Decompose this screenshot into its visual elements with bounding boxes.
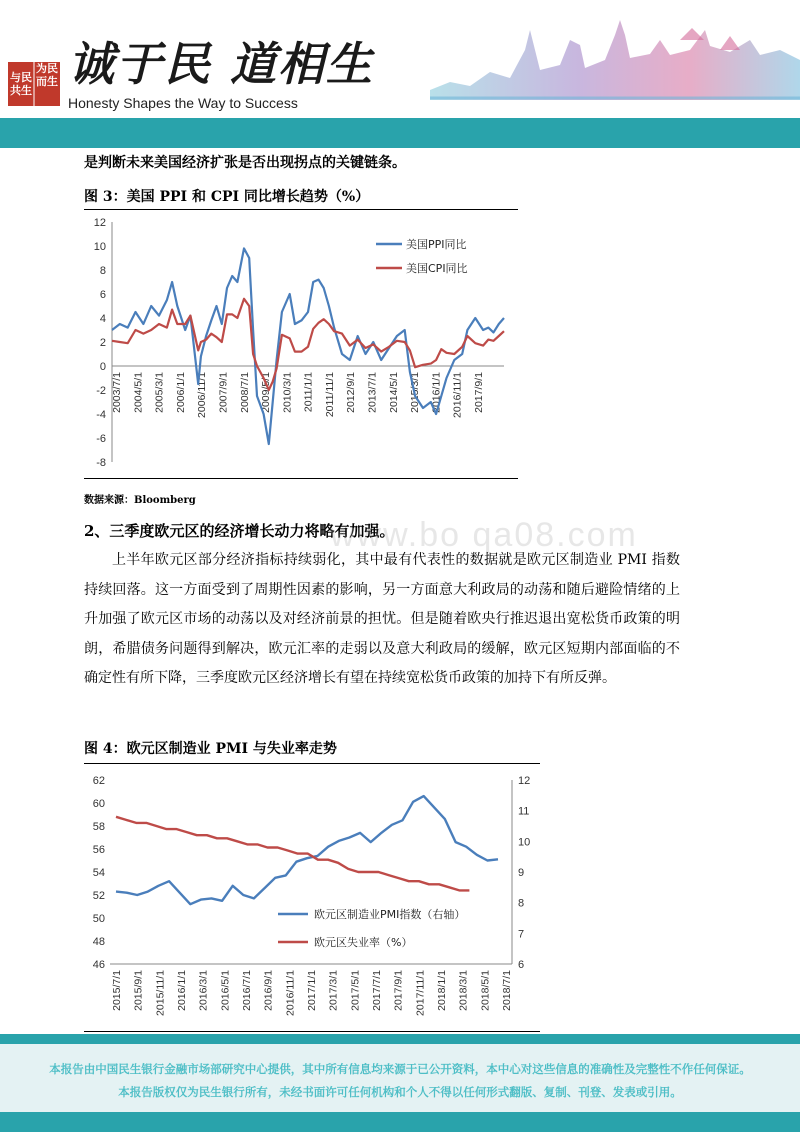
figure-3-source: 数据来源：Bloomberg (84, 495, 196, 506)
x-tick-label: 2017/3/1 (327, 970, 340, 1011)
series-line-unemployment (116, 817, 469, 891)
x-tick-label: 2014/5/1 (387, 372, 400, 413)
left-tick-label: 62 (92, 775, 105, 787)
x-tick-label: 2015/7/1 (111, 970, 123, 1011)
logo-text-1: 为民 (36, 62, 58, 75)
right-tick-label: 9 (518, 867, 525, 879)
left-tick-label: 56 (92, 844, 105, 856)
logo-text-2: 与民 (10, 71, 32, 84)
x-tick-label: 2006/1/1 (174, 372, 187, 413)
x-tick-label: 2016/11/1 (284, 970, 297, 1016)
x-tick-label: 2009/5/1 (260, 372, 273, 413)
left-tick-label: 48 (92, 936, 105, 948)
right-tick-label: 6 (518, 959, 525, 971)
right-tick-label: 11 (518, 805, 530, 818)
figure-3-chart (84, 212, 518, 478)
footer-disclaimer-2: 本报告版权仅为民生银行所有，未经书面许可任何机构和个人不得以任何形式翻版、复制、刊登、发表或引用。 (118, 1085, 682, 1099)
figure-3-bottom-rule (84, 478, 518, 479)
lead-line: 是判断未来美国经济扩张是否出现拐点的关键链条。 (84, 155, 406, 171)
footer-bottom-band (0, 1112, 800, 1132)
right-tick-label: 12 (518, 775, 531, 787)
x-tick-label: 2005/3/1 (153, 372, 166, 413)
x-tick-label: 2013/7/1 (366, 372, 379, 413)
x-tick-label: 2018/7/1 (501, 970, 513, 1011)
section-2-heading: 2、三季度欧元区的经济增长动力将略有加强。 (84, 522, 395, 540)
watermark: www.bo qa08.com (330, 516, 638, 554)
x-tick-label: 2004/5/1 (132, 372, 145, 413)
x-tick-label: 2007/9/1 (217, 372, 230, 413)
y-tick-label: 10 (93, 241, 106, 253)
x-tick-label: 2003/7/1 (111, 372, 123, 413)
slogan-english: Honesty Shapes the Way to Success (68, 95, 298, 111)
left-tick-label: 46 (92, 959, 105, 971)
x-tick-label: 2016/3/1 (197, 970, 210, 1011)
slogan-chinese: 诚于民 道相生 (68, 37, 375, 91)
y-tick-label: 6 (99, 289, 106, 301)
figure-4-bottom-rule (84, 1031, 540, 1032)
x-tick-label: 2018/3/1 (457, 970, 470, 1011)
figure-4-top-rule (84, 763, 540, 764)
x-tick-label: 2017/9/1 (473, 372, 485, 413)
x-tick-label: 2011/1/1 (302, 372, 315, 413)
x-tick-label: 2015/9/1 (132, 970, 145, 1011)
y-tick-label: 8 (99, 265, 106, 277)
figure-4-title: 图 4：欧元区制造业 PMI 与失业率走势 (84, 741, 337, 757)
right-tick-label: 8 (518, 897, 525, 910)
city-skyline-image (430, 10, 800, 110)
legend-label-cpi: 美国CPI同比 (406, 262, 468, 275)
left-tick-label: 52 (92, 890, 105, 902)
x-tick-label: 2016/5/1 (219, 970, 232, 1011)
x-tick-label: 2008/7/1 (238, 372, 251, 413)
left-tick-label: 54 (92, 867, 105, 879)
left-tick-label: 58 (92, 821, 105, 833)
x-tick-label: 2010/3/1 (281, 372, 294, 413)
left-tick-label: 50 (92, 913, 105, 925)
x-tick-label: 2018/1/1 (436, 970, 448, 1011)
logo-text-3: 而生 (36, 75, 58, 88)
x-tick-label: 2016/1/1 (430, 372, 443, 413)
figure-3-top-rule (84, 209, 518, 210)
y-tick-label: -4 (96, 409, 106, 421)
x-tick-label: 2016/11/1 (451, 372, 464, 418)
y-tick-label: 12 (93, 217, 106, 229)
x-tick-label: 2018/5/1 (479, 970, 492, 1011)
y-tick-label: -8 (96, 457, 106, 469)
figure-3-title: 图 3：美国 PPI 和 CPI 同比增长趋势（%） (84, 189, 370, 205)
x-tick-label: 2017/11/1 (414, 970, 427, 1016)
x-tick-label: 2016/9/1 (262, 970, 275, 1011)
page-header (0, 0, 800, 118)
y-tick-label: -2 (96, 385, 106, 397)
legend-label-pmi: 欧元区制造业PMI指数（右轴） (314, 908, 466, 921)
x-tick-label: 2012/9/1 (345, 372, 358, 413)
legend-label-unemployment: 欧元区失业率（%） (314, 936, 413, 949)
y-tick-label: -6 (96, 433, 106, 445)
x-tick-label: 2015/3/1 (409, 372, 422, 413)
footer-disclaimer-1: 本报告由中国民生银行金融市场部研究中心提供，其中所有信息均来源于已公开资料，本中心对这些信息的准确性及完整性不作任何保证。 (49, 1062, 751, 1076)
logo (8, 62, 60, 106)
x-tick-label: 2017/7/1 (371, 970, 383, 1011)
header-band (0, 118, 800, 148)
left-tick-label: 60 (92, 798, 105, 810)
series-line-pmi (116, 796, 498, 904)
x-tick-label: 2016/7/1 (241, 970, 253, 1011)
right-tick-label: 10 (518, 836, 531, 849)
x-tick-label: 2011/11/1 (323, 372, 336, 418)
y-tick-label: 0 (99, 361, 106, 373)
x-tick-label: 2017/5/1 (349, 970, 362, 1011)
x-tick-label: 2006/11/1 (196, 372, 209, 418)
x-tick-label: 2017/9/1 (392, 970, 405, 1011)
legend-label-ppi: 美国PPI同比 (406, 238, 467, 251)
section-2-paragraph: 上半年欧元区部分经济指标持续弱化，其中最有代表性的数据就是欧元区制造业 PMI 指数持续回落。这一方面受到了周期性因素的影响，另一方面意大利政局的动荡和随后避险情绪的上升加强了欧元区市场的动荡以及对经济前景的担忧。但是随着欧央行推迟退出宽松货币政策的明朗，希腊债务问题得到解决，欧元汇率的走弱以及意大利政局的缓解，欧元区短期内部面临的不确定性有所下降，三季度欧元区经济增长有望在持续宽松货币政策的加持下有所反弹。 (84, 552, 680, 686)
right-tick-label: 7 (518, 928, 525, 941)
x-tick-label: 2017/1/1 (306, 970, 318, 1011)
x-tick-label: 2015/11/1 (154, 970, 167, 1016)
x-tick-label: 2016/1/1 (176, 970, 188, 1011)
y-tick-label: 2 (99, 337, 106, 349)
logo-text-4: 共生 (10, 84, 32, 97)
footer-top-band (0, 1034, 800, 1044)
y-tick-label: 4 (99, 313, 106, 325)
figure-4-chart (84, 766, 540, 1030)
